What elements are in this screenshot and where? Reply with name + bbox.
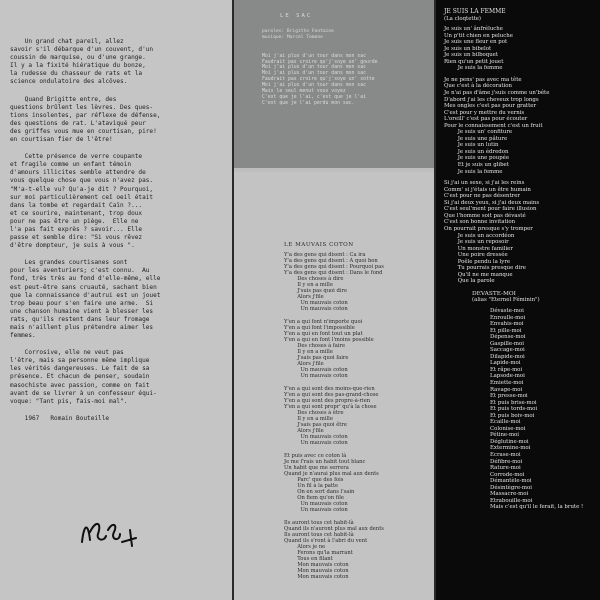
devaste-moi-title: DEVASTE-MOI: [472, 290, 516, 297]
right-lyrics-panel: [436, 0, 600, 600]
le-sac-lyrics: Moi j'ai plus d'un tour dans mon sac Faudrait pas croire qu'j'soye un' gourde Moi j'ai plus d'un tour dans mon sac Moi j'ai plus d'un tour dans mon sac Faudrait pas croire qu'j'soye un' sotte Moi j'ai plus d'un tour dans mon sac Mais le seul menut vous voyez C'est que je l'ai, c'est que je l'ai C'est que je l'ai perdu mon sac.: [262, 53, 378, 106]
devaste-moi-stanza: Dévaste-moi Enroulle-moi Envahis-moi Et pille-moi Dépense-moi Gaspille-moi Saccage-moi Dilapide-moi Lapide-moi Et râpe-moi Lapsode-moi Emiette-moi Ravage-moi Et presse-moi Et puis brise-moi Et puis tords-moi Et puis boiv-moi Ecaille-moi Colonise-moi Pétine-moi Déglutine-moi Extermine-moi Ecrase-moi Défibre-moi Rature-moi Corrode-moi Démantèle-moi Désintègre-moi Massacre-moi Etrabouille-moi Mais c'est qu'il le ferait, la brute !: [490, 307, 584, 511]
mauvais-coton-stanza: Ils auront tous cet habit-là Quand ils n'auront plus mal aux dents Ils auront tous cet habit-là Quand ils s'ront à l'abri du vent Alors je ne Ferons qu'la marrant Tous en filant Mon mauvais coton Mon mauvais coton Mon mauvais coton: [284, 520, 384, 580]
handwritten-signature-icon: [74, 512, 144, 552]
left-essay-panel: [0, 0, 232, 600]
mauvais-coton-stanza: Y'en a qui sont des moins-que-rien Y'en a qui sont des pas-grand-chose Y'en a qui sont des propre-à-rien Y'en a qui sont propr' qu'à la chose Des choses à être Il y en a mille J'sais pas quoi être Alors j'file Un mauvais coton Un mauvais coton: [284, 386, 379, 446]
middle-lyrics-panel: [234, 0, 434, 600]
essay-paragraph-3: Cette présence de verre coupante et fragile comme un enfant témoin d'amours illicites semble attendre de vous quelque chose que vous n'avez pas. "M'a-t-elle vu? Qu'a-je dit ? Pourquoi, sur moi particulièrement ceî oeil était dans la tombe et regardait Caïn ?... et ce sourire, maintenant, trop doux pour ne pas être un piège. Elle ne l'a pas fait exprès ? savoir... Elle passe et semble dire: "Si vous rêvez d'être dompteur, je suis à vous ".: [10, 153, 154, 250]
le-sac-title: LE SAC: [280, 13, 313, 19]
mauvais-coton-section: [234, 172, 434, 600]
essay-signature: 1967 Romain Bouteille: [10, 414, 110, 422]
mauvais-coton-stanza: Y'en a qui font n'importe quoi Y'en a qui font l'impossible Y'en a qui en font tout un plat Y'en a qui en font l'moins possible Des choses à faire Il y en a mille J'sais pas quoi faire Alors j'file Un mauvais coton Un mauvais coton: [284, 319, 374, 379]
le-sac-section: [234, 0, 434, 168]
devaste-moi-subtitle: (alias "Eternel Féminin"): [472, 297, 540, 304]
je-suis-la-femme-subtitle: (La cloqtette): [444, 15, 482, 22]
essay-paragraph-5: Corrosive, elle ne veut pas l'être, mais sa personne même implique les vérités dangereuses. Le fait de sa présence. Et chacun de penser, soudain masochiste avec passion, comme on fait avant de se livrer à un confesseur équi- voque: "Tant pis, fais-moi mal".: [10, 349, 157, 405]
je-suis-la-femme-title: JE SUIS LA FEMME: [444, 8, 506, 15]
essay-paragraph-1: Un grand chat pareil, allez savoir s'il débarque d'un couvent, d'un coussin de marquise, ou d'une grange. Il y a la fixité hiératique du bonze, la rudesse du chasseur de rats et la science ondulatoire des alcôves.: [10, 38, 154, 86]
je-suis-la-femme-stanza: Je suis un' ânfréluche Un p'tit chien en peluche Je suis une fleur en pot Je suis un bibelot Je suis un bilboquet Rien qu'un petit jouet Je suis la femme: [444, 26, 513, 72]
je-suis-la-femme-stanza: Je ne pens' pas avec ma tête Que c'est à la décoration Je n'ai pas d'âme j'suis comme un'bête D'abord j'ai les cheveux trop longs Mes ongles c'est pas pour gratter C'est pour y mettre du vernis L'oreill' c'est pas pour écouter Pour le connaissement c'est un fruit Je suis un' confiture Je suis une pâture Je suis un lutin Je suis un édredon Je suis une poupée Et je suis un glibet Je suis la femme: [444, 76, 550, 175]
je-suis-la-femme-stanza: Si j'ai un sexe, si j'ai les reins Comm' si j'étais un être humain C'est pour ne pas désentrer Si j'ai deux yeux, si j'ai deux mains C'est seul'ment pour faire illusion Que l'homme soit pas dévasté C'est son bonne invitation On pourrait presque s'y tromper Je suis un accordéon Je suis un reposoir Un monstre familier Une poire dressée Poêle pendu la lyre Tu pourrais presque dire Qu'il ne me manque Que la parole: [444, 180, 540, 285]
le-sac-credits: paroles: Brigitte Fontaine musique: Marcel Tomane: [262, 29, 334, 41]
mauvais-coton-stanza: Y'a des gens qui disent : Ca ira Y'a des gens qui disent : A quoi bon Y'a des gens qui disent : Pourquoi pas Y'a des gens qui disent : Dans le fond Des choses à dire Il y en a mille J'suis pas quoi dire Alors j'file Un mauvais coton Un mauvais coton: [284, 252, 384, 312]
mauvais-coton-title: LE MAUVAIS COTON: [284, 242, 354, 248]
mauvais-coton-stanza: Et puis avec ce coton là Je me f'rais un habit tout blanc Un habit que me serrera Quand je n'aurai plus mal aux dents Parc' que des fois Un fil à la patte On en sort dans l'sain On fiem qu'on file Un mauvais coton Un mauvais coton: [284, 453, 379, 513]
essay-paragraph-2: Quand Brigitte entre, des questions brûlent les lèvres. Des ques- tions insolentes, par réflexe de défense, des questions de rat. L'ataviqué peur des griffes vous mue en courtisan, pire! en courtisan fier de l'être!: [10, 95, 161, 144]
essay-paragraph-4: Les grandes courtisanes sont pour les aventuriers; c'est connu. Au fond, très très au fond d'elle-même, elle est peut-être sans cruauté, sachant bien que la connaissance d'autrui est un jouet trop beau pour s'en faire une arme. Si une chanson humaine vient à blesser les rats, qu'ils restent dans leur fromage mais n'aillent plus prétendre aimer les femmes.: [10, 259, 161, 340]
